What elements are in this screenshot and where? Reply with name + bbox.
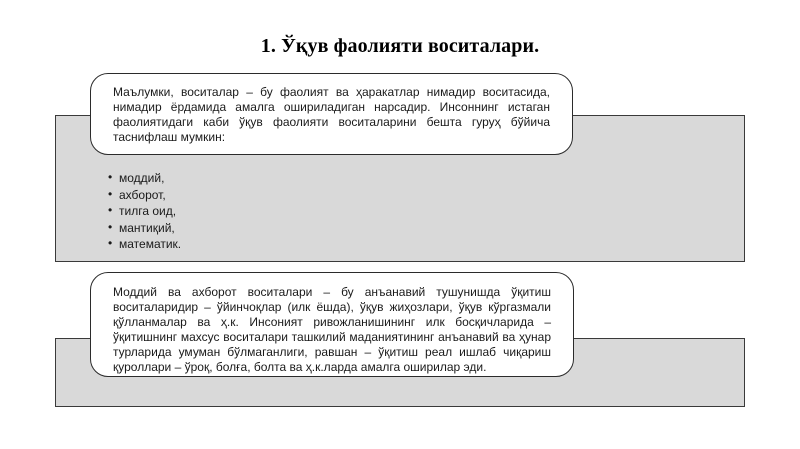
bullet-icon: •: [108, 186, 113, 201]
bullet-icon: •: [108, 219, 113, 234]
list-item-label: мантиқий,: [119, 220, 175, 235]
list-item: [108, 170, 181, 187]
definition-text: Маълумки, воситалар – бу фаолият ва ҳаракатлар нимадир воситасида, нимадир ёрдамида амалга ошириладиган нарсадир. Инсоннинг истаган фаолиятидаги каби ўқув фаолияти воситаларини бешта гуруҳ бўйича таснифлаш мумкин:: [113, 85, 550, 144]
tool-groups-list: [108, 170, 181, 253]
material-info-text: Моддий ва ахборот воситалари – бу анъанавий тушунишда ўқитиш воситаларидир – ўйинчоқлар (илк ёшда), ўқув жиҳозлари, ўқув кўргазмали қўлланмалар ва ҳ.к. Инсоният ривожланишининг илк босқичларида – ўқитишнинг махсус воситалари ташкилий маданиятининг анъанавий ва ҳунар турларида умуман бўлмаганлиги, равшан – ўқитиш реал ишлаб чиқариш қуроллари – ўроқ, болға, болта ва ҳ.к.ларда амалга оширилар эди.: [113, 285, 551, 374]
bullet-icon: •: [108, 236, 113, 250]
list-item-label: ахборот,: [119, 187, 166, 202]
list-item-label: моддий,: [119, 171, 165, 185]
list-item: [108, 236, 181, 253]
list-item-label: тилга оид,: [119, 204, 177, 218]
list-item-label: математик.: [119, 237, 182, 251]
list-item: [108, 187, 181, 204]
material-info-callout: [90, 272, 574, 377]
definition-callout: [90, 73, 573, 155]
list-item: [108, 203, 181, 220]
slide-title: 1. Ўқув фаолияти воситалари.: [260, 35, 540, 57]
list-item: [108, 220, 181, 237]
bullet-icon: •: [108, 203, 113, 217]
bullet-icon: •: [108, 170, 113, 184]
